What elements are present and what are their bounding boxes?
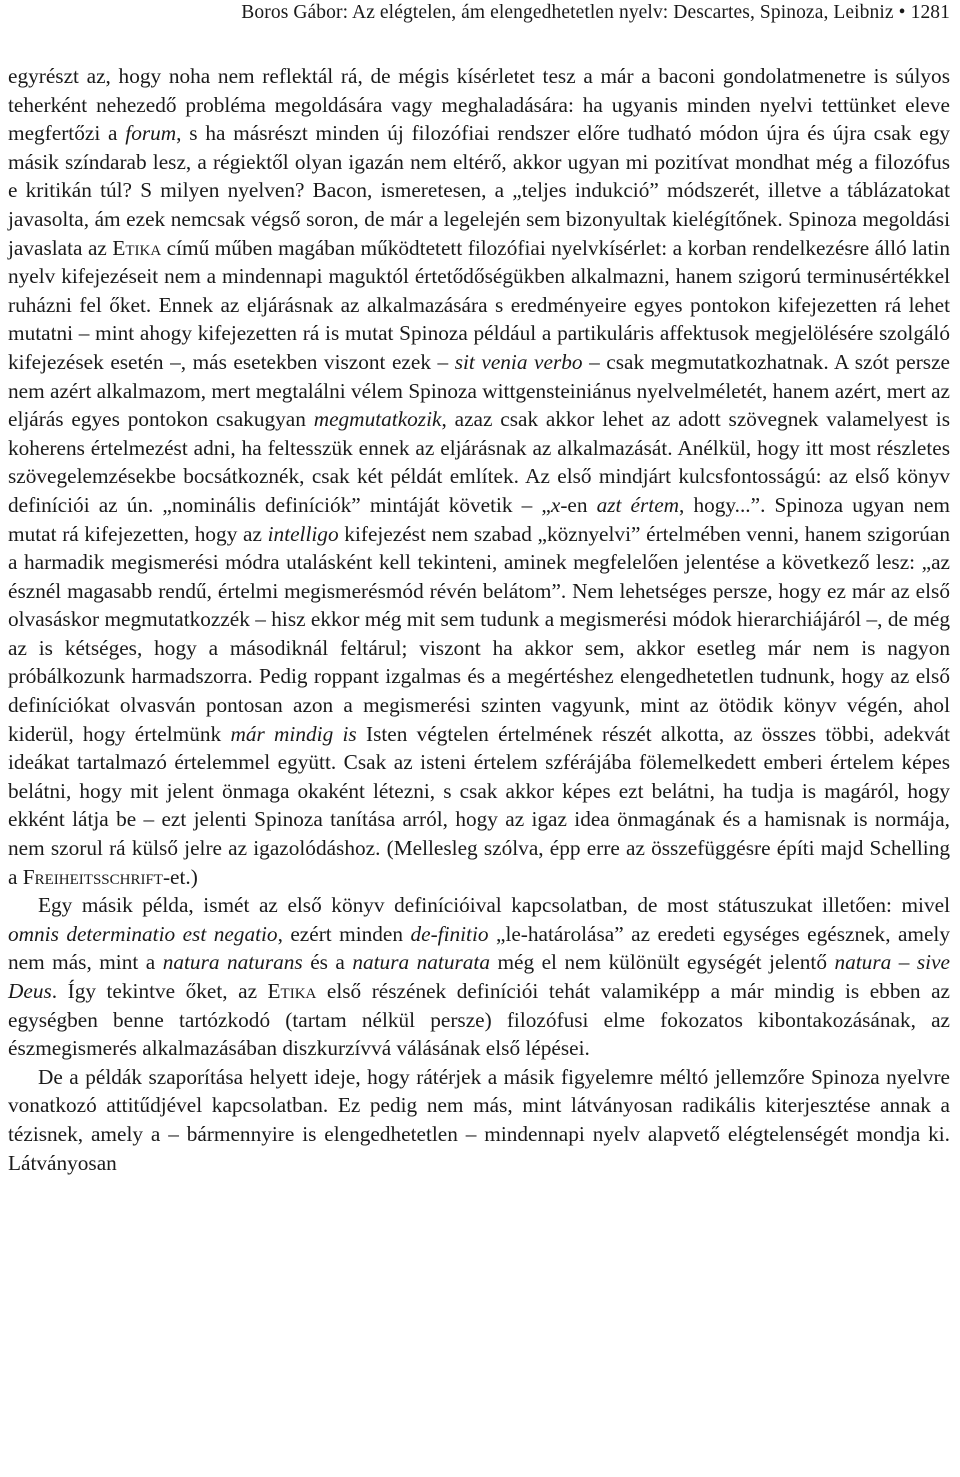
text-run: , ezért minden bbox=[277, 921, 411, 946]
text-run: , hogy...”. Spinoza ugyan nem mutat rá kifejezetten, hogy az bbox=[8, 492, 950, 546]
text-run: című műben magában működtetett filozófiai nyelvkísérlet: a korban rendelkezésre álló latin nyelv kifejezéseit nem a mindennapi maguktól értetődőségükben alkalmazni, hanem szigorú terminusértékkel ruházni fel őket. Ennek az eljárásnak az alkalmazására s eredményeire egyes pontokon kifejezetten rá lehet mutatni – mint ahogy kifejezetten rá is mutat Spinoza például a partikuláris affektusok megjelölésére szolgáló kifejezések esetén –, más esetekben viszont ezek – bbox=[8, 235, 950, 374]
work-title: Freiheitsschrift bbox=[22, 864, 163, 889]
italic-term: natura naturans bbox=[162, 950, 303, 975]
text-run: első részének definíciói tehát valamiképp a már mindig is ebben az egységben benne tartózkodó (tartam nélkül persze) filozófusi elme fokozatos kibontakozásának, az észmegismerés alkalmazásában diszkurzívvá válásának első lépései. bbox=[8, 979, 950, 1061]
text-run: , s ha másrészt minden új filozófiai rendszer előre tudható módon újra és újra csak egy másik színdarab lesz, a régiektől olyan igazán nem eltérő, akkor ugyan mi pozitívat mondhat még a filozófus e kritikán túl? S milyen nyelven? Bacon, ismeretesen, a „teljes indukció” módszerét, illetve a táblázatokat javasolta, ám ezek nemcsak végső soron, de már a legelején sem bizonyultak kielégítőnek. Spinoza megoldási javaslata az bbox=[8, 121, 950, 260]
italic-term: azt értem bbox=[596, 492, 680, 517]
text-run: kifejezést nem szabad „köznyelvi” értelmében venni, hanem szigorúan a harmadik megismerési módra utalásként kell tekinteni, aminek megfelelően jelentése a következő lesz: „az észnél magasabb rendű, értelmi megismerésmód révén belátom”. Nem lehetséges persze, hogy ez már az első olvasáskor megmutatkozzék – hisz ekkor még mit sem tudunk a megismerési módok hierarchiájáról –, de még az is kétséges, hogy a másodiknál feltárul; viszont ha akkor sem, akkor esetleg már nem is nagyon próbálkozunk harmadszorra. Pedig roppant izgalmas és a megértéshez elengedhetetlen tudnunk, hogy az első definíciókat olvasván pontosan azon a megismerési szinten vagyunk, mint az ötödik könyv végén, ahol kiderül, hogy értelmünk bbox=[8, 521, 950, 746]
italic-term: intelligo bbox=[267, 521, 339, 546]
paragraph-1 bbox=[8, 62, 950, 891]
text-run: még el nem különült egységét jelentő bbox=[489, 950, 835, 975]
paragraph-2 bbox=[8, 891, 950, 1063]
text-run: – csak megmutatkozhatnak. A szót persze nem azért alkalmazom, mert megtalálni vélem Spinoza wittgensteiniánus nyelvelméletét, hanem azért, mert az eljárás egyes pontokon csakugyan bbox=[8, 349, 951, 432]
text-run: Isten végtelen értelmének részét alkotta, az összes többi, adekvát ideákat tartalmazó értelemmel együtt. Csak az isteni értelem szférájába fölemelkedett emberi értelem képes belátni, hogy mit jelent önmaga okaként létezni, s csak akkor képes ezt belátni, ha tudja is magáról, hogy ekként látja be – ezt jelenti Spinoza tanítása arról, hogy az igaz idea önmagának és a hamisnak is normája, nem szorul rá külső jelre az igazolódáshoz. (Mellesleg szólva, épp erre az összefüggésre építi majd Schelling a bbox=[8, 721, 950, 889]
text-run: és a bbox=[302, 950, 353, 975]
italic-term: natura naturata bbox=[352, 950, 490, 975]
page-number: 1281 bbox=[910, 2, 950, 23]
text-run: De a példák szaporítása helyett ideje, hogy rátérjek a másik figyelemre méltó jellemzőre Spinoza nyelvre vonatkozó attitűdjével kapcsolatban. Ez pedig nem más, mint látványosan radikális kiterjesztése annak a tézisnek, amely a – bármennyire is elengedhetetlen – mindennapi nyelv alapvető elégtelenségét mondja ki. Látványosan bbox=[8, 1064, 950, 1175]
text-run: . Így tekintve őket, az bbox=[51, 979, 268, 1003]
italic-term: forum bbox=[125, 121, 177, 146]
italic-term: x bbox=[550, 492, 561, 517]
header-author-title: Boros Gábor: Az elégtelen, ám elengedhetetlen nyelv: Descartes, Spinoza, Leibniz bbox=[241, 2, 894, 23]
text-run: -en bbox=[560, 492, 597, 517]
paragraph-3 bbox=[8, 1063, 950, 1177]
italic-term: megmutatkozik bbox=[313, 407, 442, 432]
italic-term: de-finitio bbox=[410, 921, 489, 946]
text-run: , azaz csak akkor lehet az adott szövegnek valamelyest is koherens értelmezést adni, ha feltesszük ennek az eljárásnak az alkalmazását. Anélkül, hogy itt most részletes szövegelemzésekbe bocsátkoznék, csak két példát említek. Az első mindjárt kulcsfontosságú: az első könyv definíciói az ún. „nominális definíciók” mintáját követik – „ bbox=[8, 407, 951, 517]
work-title: Etika bbox=[267, 979, 317, 1003]
italic-term: már mindig is bbox=[230, 721, 357, 746]
text-run: -et.) bbox=[162, 864, 198, 889]
running-header bbox=[241, 0, 950, 28]
body-text bbox=[8, 62, 950, 1177]
italic-term: omnis determinatio est negatio bbox=[8, 921, 278, 946]
text-run: egyrészt az, hogy noha nem reflektál rá, de mégis kísérletet tesz a már a baconi gondolatmenetre is súlyos teherként nehezedő probléma megoldására vagy meghaladására: ha ugyanis minden nyelvi tettünket eleve megfertőzi a bbox=[8, 64, 950, 146]
italic-term: natura – sive Deus bbox=[8, 950, 950, 1003]
italic-term: sit venia verbo bbox=[454, 349, 583, 374]
header-bullet: • bbox=[898, 2, 906, 23]
text-run: Egy másik példa, ismét az első könyv definícióival kapcsolatban, de most státuszukat illetően: mivel bbox=[38, 893, 950, 918]
text-run: „le-határolása” az eredeti egységes egésznek, amely nem más, mint a bbox=[8, 921, 950, 975]
work-title: Etika bbox=[112, 235, 162, 260]
